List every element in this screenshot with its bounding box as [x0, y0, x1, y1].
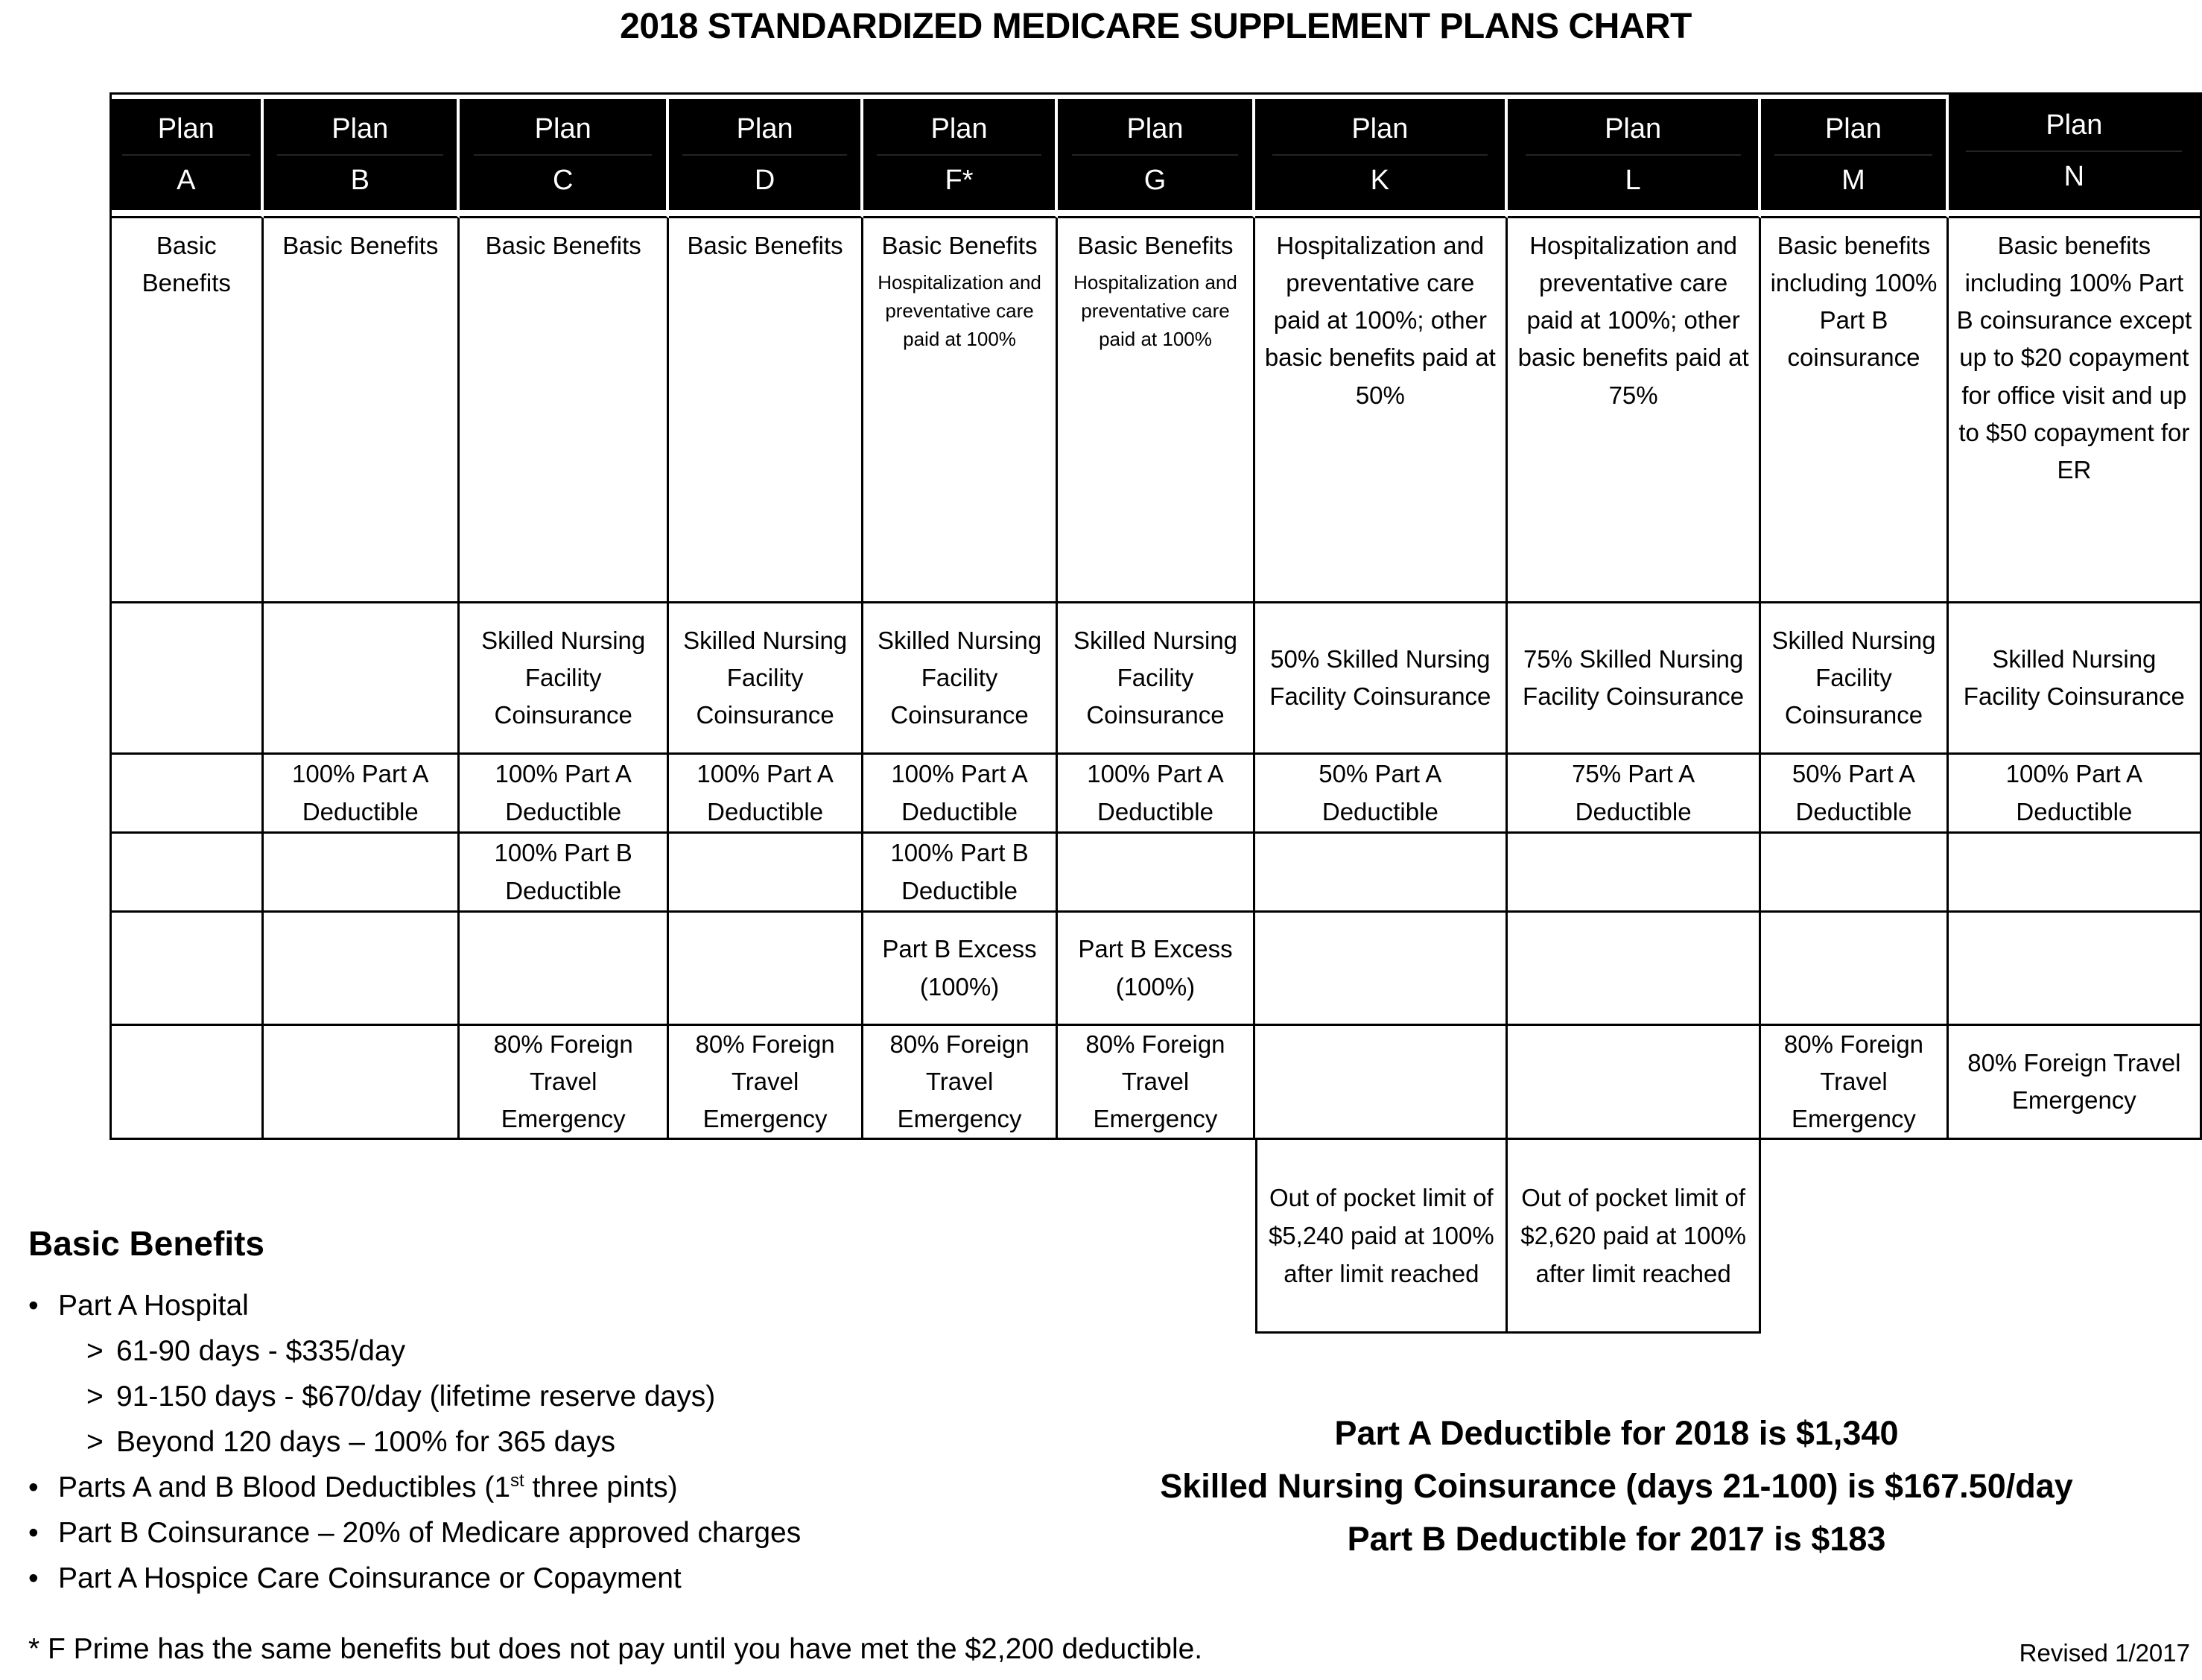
cell-basic-benefits-l: Hospitalization and preventative care paid at 100%; other basic benefits paid at 75%: [1508, 218, 1761, 603]
cell-foreign-travel-g: 80% Foreign Travel Emergency: [1058, 1026, 1254, 1138]
cell-subtext: Hospitalization and preventative care paid at 100%: [1073, 271, 1237, 350]
cell-basic-benefits-b: Basic Benefits: [264, 218, 460, 603]
cell-skilled-nursing-l: 75% Skilled Nursing Facility Coinsurance: [1508, 603, 1761, 755]
header-plan-m-box: [1761, 99, 1945, 210]
cell-basic-benefits-f: Basic Benefits Hospitalization and preventative care paid at 100%: [863, 218, 1058, 603]
header-plan-n: [1949, 95, 2200, 218]
cell-part-b-excess-g: Part B Excess (100%): [1058, 913, 1254, 1026]
header-divider: [1526, 154, 1741, 156]
cell-basic-benefits-g: Basic Benefits Hospitalization and preventative care paid at 100%: [1058, 218, 1254, 603]
header-letter: A: [177, 164, 196, 196]
page-title: 2018 STANDARDIZED MEDICARE SUPPLEMENT PLANS CHART: [620, 7, 1692, 46]
cell-part-b-deductible-a: [112, 834, 264, 913]
header-divider: [277, 154, 443, 156]
cell-part-a-deductible-n: 100% Part A Deductible: [1949, 755, 2200, 834]
header-plan-d: [669, 95, 863, 218]
header-plan-k: [1255, 95, 1508, 218]
header-plan-c-box: [460, 99, 666, 210]
header-word: Plan: [930, 112, 988, 145]
header-plan-m: [1761, 95, 1948, 218]
bullet: •: [28, 1289, 39, 1322]
header-plan-g: [1058, 95, 1254, 218]
header-plan-l-box: [1508, 99, 1758, 210]
header-divider: [1966, 150, 2182, 152]
cell-skilled-nursing-c: Skilled Nursing Facility Coinsurance: [460, 603, 669, 755]
cell-foreign-travel-k: [1255, 1026, 1508, 1138]
cell-part-b-excess-f: Part B Excess (100%): [863, 913, 1058, 1026]
benefit-item-part-a-hospital: • Part A Hospital: [28, 1289, 249, 1322]
header-divider: [122, 154, 250, 156]
cell-part-b-deductible-m: [1761, 834, 1948, 913]
header-plan-c: [460, 95, 669, 218]
cell-part-a-deductible-c: 100% Part A Deductible: [460, 755, 669, 834]
cell-basic-benefits-d: Basic Benefits: [669, 218, 863, 603]
cell-part-b-deductible-n: [1949, 834, 2200, 913]
header-divider: [877, 154, 1041, 156]
benefit-subitem-61-90-days: > 61-90 days - $335/day: [86, 1334, 406, 1367]
rate-line-part-a-2018: Part A Deductible for 2018 is $1,340: [1334, 1414, 1899, 1452]
cell-part-b-excess-m: [1761, 913, 1948, 1026]
benefit-subitem-91-150-days: > 91-150 days - $670/day (lifetime reserve days): [86, 1380, 716, 1413]
header-word: Plan: [1824, 112, 1882, 145]
benefit-item-hospice-care: • Part A Hospice Care Coinsurance or Copayment: [28, 1562, 682, 1594]
cell-part-b-excess-l: [1508, 913, 1761, 1026]
cell-part-a-deductible-a: [112, 755, 264, 834]
header-word: Plan: [1351, 112, 1409, 145]
header-word: Plan: [2046, 110, 2103, 141]
cell-foreign-travel-l: [1508, 1026, 1761, 1138]
cell-skilled-nursing-f: Skilled Nursing Facility Coinsurance: [863, 603, 1058, 755]
cell-part-b-excess-a: [112, 913, 264, 1026]
header-divider: [682, 154, 847, 156]
header-plan-b-box: [264, 99, 457, 210]
benefit-item-part-b-coinsurance: • Part B Coinsurance – 20% of Medicare approved charges: [28, 1516, 802, 1549]
revised-date: Revised 1/2017: [2019, 1639, 2190, 1667]
header-plan-n-box: [1949, 92, 2200, 210]
chevron-bullet: >: [86, 1380, 104, 1413]
cell-skilled-nursing-g: Skilled Nursing Facility Coinsurance: [1058, 603, 1254, 755]
cell-skilled-nursing-k: 50% Skilled Nursing Facility Coinsurance: [1255, 603, 1508, 755]
cell-skilled-nursing-m: Skilled Nursing Facility Coinsurance: [1761, 603, 1948, 755]
cell-foreign-travel-b: [264, 1026, 460, 1138]
bullet: •: [28, 1471, 39, 1503]
cell-foreign-travel-d: 80% Foreign Travel Emergency: [669, 1026, 863, 1138]
cell-part-a-deductible-m: 50% Part A Deductible: [1761, 755, 1948, 834]
cell-part-a-deductible-g: 100% Part A Deductible: [1058, 755, 1254, 834]
header-letter: F*: [945, 164, 974, 196]
cell-basic-benefits-a: Basic Benefits: [112, 218, 264, 603]
header-plan-k-box: [1255, 99, 1505, 210]
header-divider: [474, 154, 652, 156]
cell-foreign-travel-n: 80% Foreign Travel Emergency: [1949, 1026, 2200, 1138]
basic-benefits-heading: Basic Benefits: [28, 1224, 265, 1263]
header-plan-l: [1508, 95, 1761, 218]
rate-line-skilled-nursing: Skilled Nursing Coinsurance (days 21-100) is $167.50/day: [1160, 1467, 2073, 1505]
cell-part-b-deductible-l: [1508, 834, 1761, 913]
header-word: Plan: [1605, 112, 1662, 145]
header-divider: [1272, 154, 1487, 156]
header-word: Plan: [1126, 112, 1184, 145]
cell-basic-benefits-m: Basic benefits including 100% Part B coinsurance: [1761, 218, 1948, 603]
cell-part-b-deductible-b: [264, 834, 460, 913]
header-plan-b: [264, 95, 460, 218]
chevron-bullet: >: [86, 1425, 104, 1458]
cell-part-b-deductible-g: [1058, 834, 1254, 913]
header-divider: [1774, 154, 1933, 156]
header-word: Plan: [157, 112, 215, 145]
header-letter: N: [2063, 161, 2085, 192]
cell-out-of-pocket-l: Out of pocket limit of $2,620 paid at 100% after limit reached: [1508, 1140, 1761, 1334]
benefit-subitem-beyond-120-days: > Beyond 120 days – 100% for 365 days: [86, 1425, 615, 1458]
cell-basic-benefits-c: Basic Benefits: [460, 218, 669, 603]
cell-skilled-nursing-b: [264, 603, 460, 755]
cell-part-b-excess-c: [460, 913, 669, 1026]
header-divider: [1072, 154, 1239, 156]
cell-part-a-deductible-b: 100% Part A Deductible: [264, 755, 460, 834]
basic-benefits-note: [28, 1223, 801, 1601]
cell-part-b-excess-b: [264, 913, 460, 1026]
rate-line-part-b-2017: Part B Deductible for 2017 is $183: [1347, 1520, 1886, 1558]
bullet: •: [28, 1516, 39, 1549]
cell-part-b-excess-n: [1949, 913, 2200, 1026]
deductible-rates-note: [1080, 1407, 2153, 1565]
cell-skilled-nursing-d: Skilled Nursing Facility Coinsurance: [669, 603, 863, 755]
cell-out-of-pocket-k: Out of pocket limit of $5,240 paid at 100% after limit reached: [1255, 1140, 1508, 1334]
cell-basic-benefits-k: Hospitalization and preventative care paid at 100%; other basic benefits paid at 50%: [1255, 218, 1508, 603]
cell-subtext: Hospitalization and preventative care paid at 100%: [878, 271, 1041, 350]
cell-foreign-travel-a: [112, 1026, 264, 1138]
cell-foreign-travel-f: 80% Foreign Travel Emergency: [863, 1026, 1058, 1138]
header-plan-d-box: [669, 99, 860, 210]
bullet: •: [28, 1562, 39, 1594]
header-letter: G: [1143, 164, 1167, 196]
cell-part-a-deductible-d: 100% Part A Deductible: [669, 755, 863, 834]
header-word: Plan: [331, 112, 389, 145]
header-letter: K: [1370, 164, 1390, 196]
f-prime-footnote: * F Prime has the same benefits but does not pay until you have met the $2,200 deductible.: [28, 1633, 1203, 1665]
superscript-st: st: [510, 1470, 524, 1491]
chevron-bullet: >: [86, 1334, 104, 1367]
header-letter: L: [1625, 164, 1641, 196]
cell-part-b-deductible-f: 100% Part B Deductible: [863, 834, 1058, 913]
cell-foreign-travel-c: 80% Foreign Travel Emergency: [460, 1026, 669, 1138]
cell-skilled-nursing-a: [112, 603, 264, 755]
cell-part-a-deductible-l: 75% Part A Deductible: [1508, 755, 1761, 834]
header-letter: D: [754, 164, 775, 196]
cell-part-b-excess-d: [669, 913, 863, 1026]
header-plan-a: [112, 95, 264, 218]
cell-part-a-deductible-f: 100% Part A Deductible: [863, 755, 1058, 834]
cell-foreign-travel-m: 80% Foreign Travel Emergency: [1761, 1026, 1948, 1138]
header-letter: M: [1841, 164, 1865, 196]
cell-part-b-excess-k: [1255, 913, 1508, 1026]
header-plan-f: [863, 95, 1058, 218]
header-word: Plan: [534, 112, 591, 145]
cell-part-b-deductible-c: 100% Part B Deductible: [460, 834, 669, 913]
header-letter: C: [552, 164, 574, 196]
header-plan-f-box: [863, 99, 1055, 210]
cell-basic-benefits-n: Basic benefits including 100% Part B coinsurance except up to $20 copayment for office visit and up to $50 copayment for ER: [1949, 218, 2200, 603]
header-letter: B: [350, 164, 369, 196]
header-plan-a-box: [112, 99, 261, 210]
benefit-item-blood-deductibles: • Parts A and B Blood Deductibles (1st three pints): [28, 1470, 678, 1503]
cell-part-b-deductible-d: [669, 834, 863, 913]
header-plan-g-box: [1058, 99, 1251, 210]
cell-part-a-deductible-k: 50% Part A Deductible: [1255, 755, 1508, 834]
cell-skilled-nursing-n: Skilled Nursing Facility Coinsurance: [1949, 603, 2200, 755]
plans-table: [110, 92, 2202, 1140]
header-word: Plan: [736, 112, 793, 145]
cell-part-b-deductible-k: [1255, 834, 1508, 913]
